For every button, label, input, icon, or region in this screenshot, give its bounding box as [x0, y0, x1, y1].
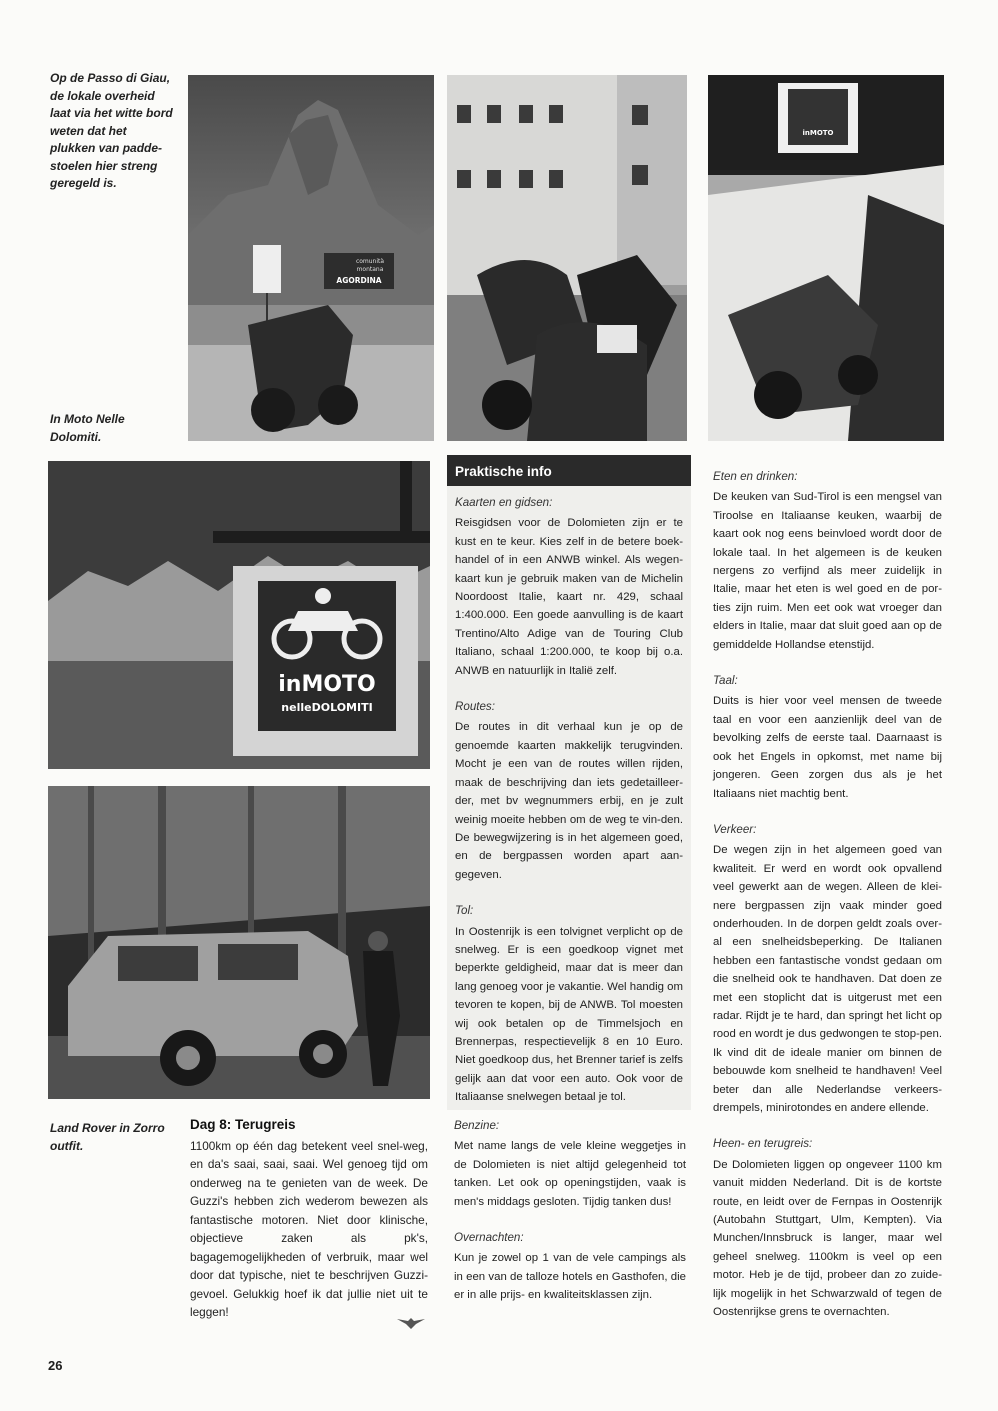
section-heen-terug — [713, 1135, 942, 1321]
section-text: Met name langs de vele kleine weggetjes in de Dolomieten is niet altijd gelegenheid tot tanken. Let ook op openingstijden, vaak is men's middags gesloten. Tijdig tanken dus! — [454, 1140, 686, 1208]
section-tol — [455, 902, 683, 1106]
section-text: De routes in dit verhaal kun je op de genoemde kaarten makkelijk terugvinden. Mocht je een van de routes willen rijden, maak de beschrijving dan iets gedetailleer-der, met bv wegnummers erbij, en je zult weinig moeite hebben om de weg te vin-den. De bewegwijzering is in het algemeen goed, en de bergpassen worden apart aan-gegeven. — [455, 721, 683, 881]
page-number: 26 — [48, 1358, 63, 1373]
section-eten — [713, 468, 942, 654]
section-heading: Heen- en terugreis: — [713, 1137, 813, 1151]
section-heading: Routes: — [455, 700, 495, 714]
section-routes — [455, 698, 683, 884]
section-text: De Dolomieten liggen op ongeveer 1100 km vanuit midden Nederland. Dit is de kortste route, en leidt over de Fernpas in Oostenrijk (Autobahn Stuttgart, Ulm, Kempten). Via Munchen/Innsbruck is langer, maar wel geheel snelweg. 1100km is veel op een motor. Heb je de tijd, probeer dan zo zuide-lijk mogelijk in het Schwarzwald of tegen de Oostenrijkse grens te overnachten. — [713, 1158, 942, 1319]
small-sign-text: inMOTO — [802, 129, 834, 137]
section-verkeer — [713, 821, 942, 1118]
section-heading: Kaarten en gidsen: — [455, 496, 553, 509]
section-text: De keuken van Sud-Tirol is een mengsel van Tiroolse en Italiaanse keuken, waarbij de kaart ook nog eens beinvloed wordt door de lokale taal. In het algemeen is de keuken nergens zo verfijnd als meer zuidelijk in Italie, maar het eten is wel goed en de por-ties zijn ruim. Men eet ook wat vroeger dan elders in Italie, maar dat sluit goed aan op de gemiddelde Hollandse etenstijd. — [713, 491, 942, 651]
dag8-text: 1100km op één dag betekent veel snel-weg, en da's saai, saai, saai. Wel genoeg tijd om onderweg na te genieten van de week. De Guzzi's hebben zich wederom bewezen als fantastische motoren. Niet door klinische, objectieve zaken als pk's, bagagemogelijkheden of verbruik, maar wel door dat typische, niet te beschrijven Guzzi-gevoel. Gelukkig hoef ik dat jullie niet uit te leggen! — [190, 1138, 428, 1319]
section-heading: Taal: — [713, 674, 738, 688]
section-taal — [713, 672, 942, 803]
dag8-section — [190, 1116, 428, 1322]
section-heading: Verkeer: — [713, 822, 757, 836]
sign-line-2: montana — [356, 266, 384, 273]
photo-land-rover — [48, 786, 430, 1099]
caption-passo-di-giau: Op de Passo di Giau, de lokale overheid laat via het witte bord weten dat het plukken van padde-stoelen hier streng geregeld is. — [50, 71, 173, 190]
right-column — [713, 468, 942, 1339]
caption-in-moto-nelle-dolomiti: In Moto Nelle Dolomiti. — [50, 412, 125, 444]
sign-inmoto-text: inMOTO — [278, 672, 376, 697]
section-kaarten — [455, 494, 683, 680]
section-heading: Benzine: — [454, 1119, 500, 1132]
praktische-info-title: Praktische info — [447, 455, 691, 486]
section-benzine — [454, 1117, 686, 1211]
section-text: Reisgidsen voor de Dolomieten zijn er te kust en te keur. Kies zelf in de betere boek-handel of in een ANWB winkel. Als wegen-kaart kun je gebruik maken van de Michelin Noordoost Italie, kaart nr. 429, schaal 1:400.000. Een goede aanvulling is de kaart Trentino/Alto Adige van de Touring Club Italiano, schaal 1:200.000, te koop bij o.a. ANWB en natuurlijk in Italië zelf. — [455, 517, 683, 677]
caption-land-rover: Land Rover in Zorro outfit. — [50, 1121, 165, 1153]
photo-passo-di-giau — [188, 75, 434, 441]
praktische-info-box — [447, 455, 691, 1110]
section-overnachten — [454, 1229, 686, 1305]
dag8-title: Dag 8: Terugreis — [190, 1117, 296, 1132]
guzzi-eagle-icon — [396, 1316, 426, 1330]
sign-line-1: comunità — [355, 258, 385, 265]
sign-line-3: AGORDINA — [336, 276, 382, 285]
photo-inmoto-sign — [48, 461, 430, 769]
section-text: De wegen zijn in het algemeen goed van kwaliteit. Er werd en wordt ook opvallend veel gewerkt aan de wegen. Alleen de klei-nere bergpassen zijn vaak minder goed onderhouden. In de dorpen geldt zoals over-al een snelheidsbeperking. De Italianen hebben een fantastische vondst gedaan om die snelheid ook te handhaven. Dat doen ze met een stoplicht dat is uitgerust met een radar. Rijdt je te hard, dan springt het licht op rood en wordt je dus gedwongen te stop-pen. Ik vind dit de ideale manier om binnen de bebouwde kom snelheid te handhaven! Veel beter dan alle Nederlandse verkeers-drempels, minirotondes en andere ellende. — [713, 844, 942, 1114]
section-heading: Eten en drinken: — [713, 470, 798, 483]
photo-inmoto-sign-hill — [708, 75, 944, 441]
section-heading: Tol: — [455, 904, 474, 918]
section-text: Kun je zowel op 1 van de vele campings als in een van de talloze hotels en Gasthofen, die er in alle prijs- en kwaliteitsklassen zijn. — [454, 1252, 686, 1302]
section-heading: Overnachten: — [454, 1231, 524, 1245]
section-text: Duits is hier voor veel mensen de tweede taal en voor een aanzienlijk deel van de bevolking zelfs de eerste taal. Daarnaast is ook het Engels in opkomst, met name bij jongeren. Geen zorgen dus als je het Italiaans niet machtig bent. — [713, 695, 942, 800]
sign-dolomiti-text: nelleDOLOMITI — [281, 701, 373, 714]
photo-motorcycles-village — [447, 75, 687, 441]
middle-bottom-column — [454, 1117, 686, 1323]
section-text: In Oostenrijk is een tolvignet verplicht op de snelweg. Er is een goedkoop vignet met beperkte geldigheid, maar dat is meer dan lang genoeg voor je vakantie. Wel handig om tevoren te kopen, bij de ANWB. Tol moesten wij ook betalen op de Timmelsjoch en Brennerpas, respectievelijk 8 en 10 Euro. Niet goedkoop dus, het Brenner tarief is zelfs gelijk aan dat voor een auto. Ook voor de Italiaanse snelwegen betaal je tol. — [455, 925, 683, 1104]
